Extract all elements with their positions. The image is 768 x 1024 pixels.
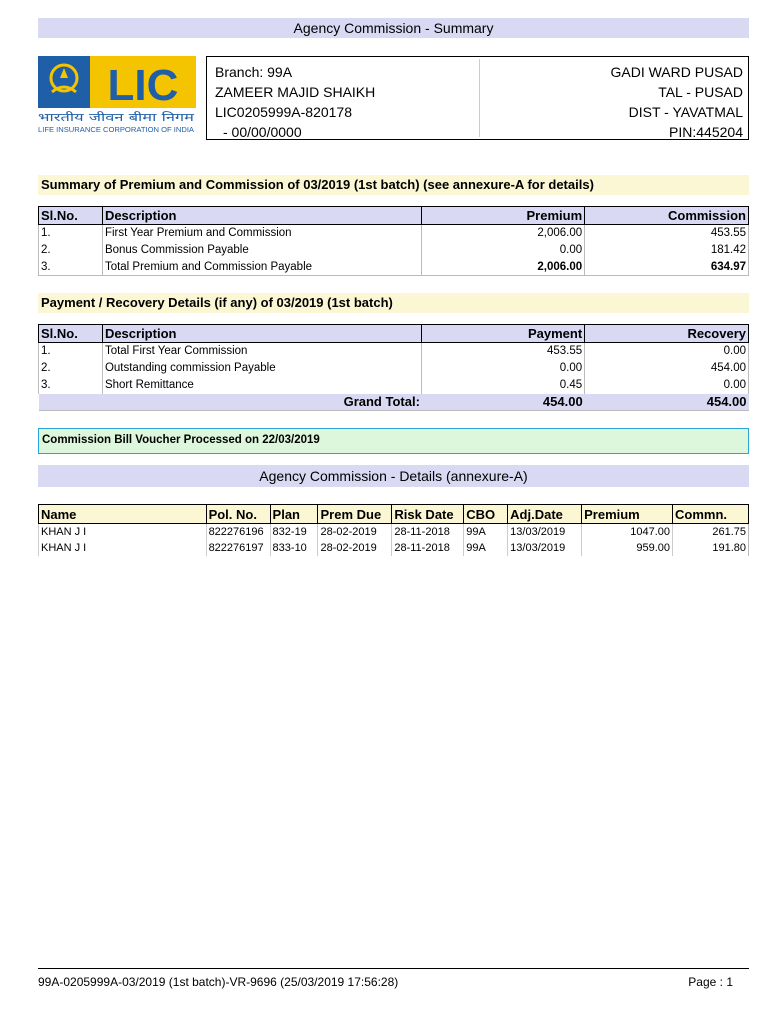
col-risk-date: Risk Date bbox=[392, 505, 464, 524]
details-table bbox=[38, 504, 749, 556]
col-plan: Plan bbox=[270, 505, 318, 524]
agent-name: ZAMEER MAJID SHAIKH bbox=[215, 84, 376, 100]
address-pin: PIN:445204 bbox=[669, 124, 743, 140]
svg-text:भारतीय जीवन बीमा निगम: भारतीय जीवन बीमा निगम bbox=[38, 111, 195, 124]
col-premium: Premium bbox=[582, 505, 673, 524]
payment-heading: Payment / Recovery Details (if any) of 03/2019 (1st batch) bbox=[38, 293, 749, 313]
grand-total-payment: 454.00 bbox=[422, 394, 585, 411]
payment-table bbox=[38, 324, 749, 411]
voucher-note: Commission Bill Voucher Processed on 22/03/2019 bbox=[38, 428, 749, 454]
table-row: 3. Total Premium and Commission Payable 2,006.00 634.97 bbox=[39, 259, 749, 276]
col-description: Description bbox=[102, 207, 421, 225]
table-row: 3. Short Remittance 0.45 0.00 bbox=[39, 377, 749, 394]
address-line-3: DIST - YAVATMAL bbox=[628, 104, 743, 120]
table-row: 1. Total First Year Commission 453.55 0.00 bbox=[39, 343, 749, 360]
col-cbo: CBO bbox=[464, 505, 508, 524]
col-adj-date: Adj.Date bbox=[508, 505, 582, 524]
table-row: KHAN J I 822276196 832-19 28-02-2019 28-11-2018 99A 13/03/2019 1047.00 261.75 bbox=[39, 524, 749, 540]
table-row: KHAN J I 822276197 833-10 28-02-2019 28-11-2018 99A 13/03/2019 959.00 191.80 bbox=[39, 540, 749, 556]
branch: Branch: 99A bbox=[215, 64, 293, 80]
details-title: Agency Commission - Details (annexure-A) bbox=[38, 465, 749, 487]
col-recovery: Recovery bbox=[585, 325, 749, 343]
summary-title: Agency Commission - Summary bbox=[38, 18, 749, 38]
footer-reference: 99A-0205999A-03/2019 (1st batch)-VR-9696 (25/03/2019 17:56:28) bbox=[38, 975, 399, 989]
page-number: Page : 1 bbox=[688, 975, 733, 989]
col-premium: Premium bbox=[422, 207, 585, 225]
col-commission: Commission bbox=[585, 207, 749, 225]
agent-info-box bbox=[206, 56, 749, 140]
col-slno: Sl.No. bbox=[39, 325, 103, 343]
grand-total-row bbox=[39, 394, 749, 411]
address-line-2: TAL - PUSAD bbox=[658, 84, 743, 100]
table-row: 1. First Year Premium and Commission 2,006.00 453.55 bbox=[39, 225, 749, 242]
col-payment: Payment bbox=[422, 325, 585, 343]
col-description: Description bbox=[102, 325, 421, 343]
agent-code: LIC0205999A-820178 bbox=[215, 104, 353, 120]
lic-logo bbox=[38, 56, 196, 134]
footer bbox=[38, 975, 749, 989]
agent-date: - 00/00/0000 bbox=[223, 124, 302, 140]
svg-text:LIFE INSURANCE CORPORATION OF: LIFE INSURANCE CORPORATION OF INDIA bbox=[38, 127, 195, 134]
col-prem-due: Prem Due bbox=[318, 505, 392, 524]
col-commn: Commn. bbox=[673, 505, 749, 524]
premium-summary-table bbox=[38, 206, 749, 276]
table-row: 2. Outstanding commission Payable 0.00 454.00 bbox=[39, 360, 749, 377]
grand-total-label: Grand Total: bbox=[102, 394, 421, 411]
footer-divider bbox=[38, 968, 749, 969]
address-line-1: GADI WARD PUSAD bbox=[610, 64, 743, 80]
grand-total-recovery: 454.00 bbox=[585, 394, 749, 411]
svg-text:LIC: LIC bbox=[107, 61, 179, 110]
table-row: 2. Bonus Commission Payable 0.00 181.42 bbox=[39, 242, 749, 259]
col-slno: Sl.No. bbox=[39, 207, 103, 225]
col-pol-no: Pol. No. bbox=[206, 505, 270, 524]
premium-summary-heading: Summary of Premium and Commission of 03/2019 (1st batch) (see annexure-A for details) bbox=[38, 175, 749, 195]
col-name: Name bbox=[39, 505, 207, 524]
